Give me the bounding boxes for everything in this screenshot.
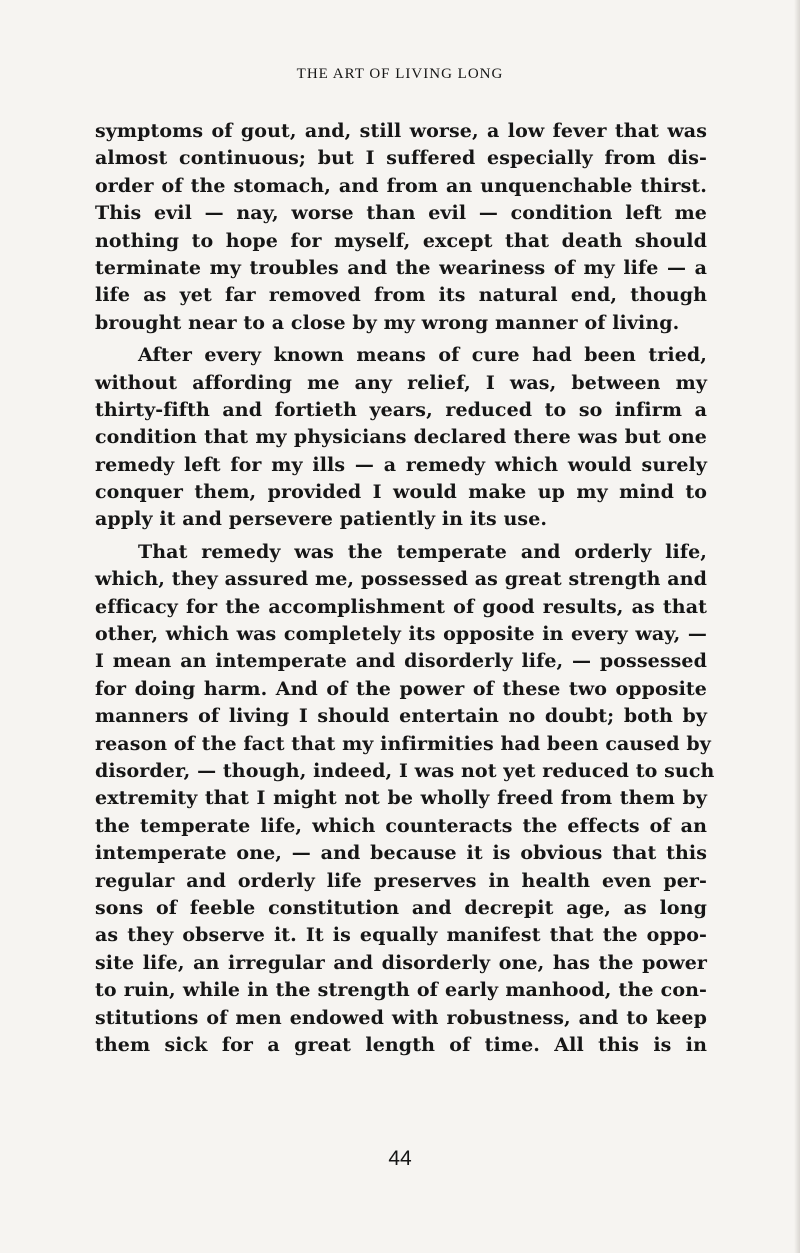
text-line: life as yet far removed from its natural end, though	[95, 284, 707, 307]
text-line: That remedy was the temperate and orderly life,	[138, 540, 707, 563]
paragraph-1	[95, 118, 707, 337]
text-line: disorder, — though, indeed, I was not yet reduced to such	[95, 759, 715, 782]
running-head: THE ART OF LIVING LONG	[296, 66, 504, 82]
text-line: as they observe it. It is equally manifest that the oppo-	[95, 924, 707, 947]
text-line: brought near to a close by my wrong manner of living.	[95, 311, 680, 334]
text-line: them sick for a great length of time. All this is in	[95, 1033, 707, 1056]
text-line: sons of feeble constitution and decrepit age, as long	[95, 896, 707, 919]
text-line: site life, an irregular and disorderly one, has the power	[95, 951, 707, 974]
text-line: which, they assured me, possessed as great strength and	[95, 568, 707, 591]
paragraph-2	[95, 342, 707, 534]
text-line: manners of living I should entertain no doubt; both by	[95, 705, 707, 728]
text-line: symptoms of gout, and, still worse, a low fever that was	[95, 120, 707, 142]
text-line: intemperate one, — and because it is obvious that this	[95, 842, 707, 865]
text-line: other, which was completely its opposite in every way, —	[95, 623, 707, 646]
text-line: This evil — nay, worse than evil — condition left me	[95, 202, 707, 225]
text-line: nothing to hope for myself, except that death should	[95, 229, 707, 252]
text-line: I mean an intemperate and disorderly life, — possessed	[95, 650, 707, 673]
text-line: reason of the fact that my infirmities had been caused by	[95, 732, 711, 755]
text-line: thirty-fifth and fortieth years, reduced to so infirm a	[95, 398, 707, 421]
page-edge-shadow	[794, 0, 800, 1253]
text-line: terminate my troubles and the weariness of my life — a	[95, 256, 707, 279]
text-line: the temperate life, which counteracts the effects of an	[95, 814, 707, 837]
paragraph-3	[95, 539, 715, 1059]
text-line: to ruin, while in the strength of early manhood, the con-	[95, 979, 707, 1002]
body-text	[95, 118, 715, 1059]
text-line: regular and orderly life preserves in health even per-	[95, 869, 707, 892]
text-line: stitutions of men endowed with robustness, and to keep	[95, 1006, 707, 1029]
text-line: order of the stomach, and from an unquenchable thirst.	[95, 174, 707, 197]
text-line: After every known means of cure had been tried,	[138, 344, 707, 367]
text-line: efficacy for the accomplishment of good results, as that	[95, 595, 707, 618]
text-line: conquer them, provided I would make up my mind to	[95, 481, 707, 504]
text-line: without affording me any relief, I was, between my	[95, 371, 707, 394]
text-line: extremity that I might not be wholly freed from them by	[95, 787, 707, 810]
text-line: almost continuous; but I suffered especially from dis-	[95, 147, 707, 170]
text-line: for doing harm. And of the power of these two opposite	[95, 677, 707, 700]
page-number: 44	[388, 1147, 412, 1170]
text-line: apply it and persevere patiently in its use.	[95, 508, 548, 531]
text-line: condition that my physicians declared there was but one	[95, 426, 707, 449]
text-line: remedy left for my ills — a remedy which would surely	[95, 453, 707, 476]
